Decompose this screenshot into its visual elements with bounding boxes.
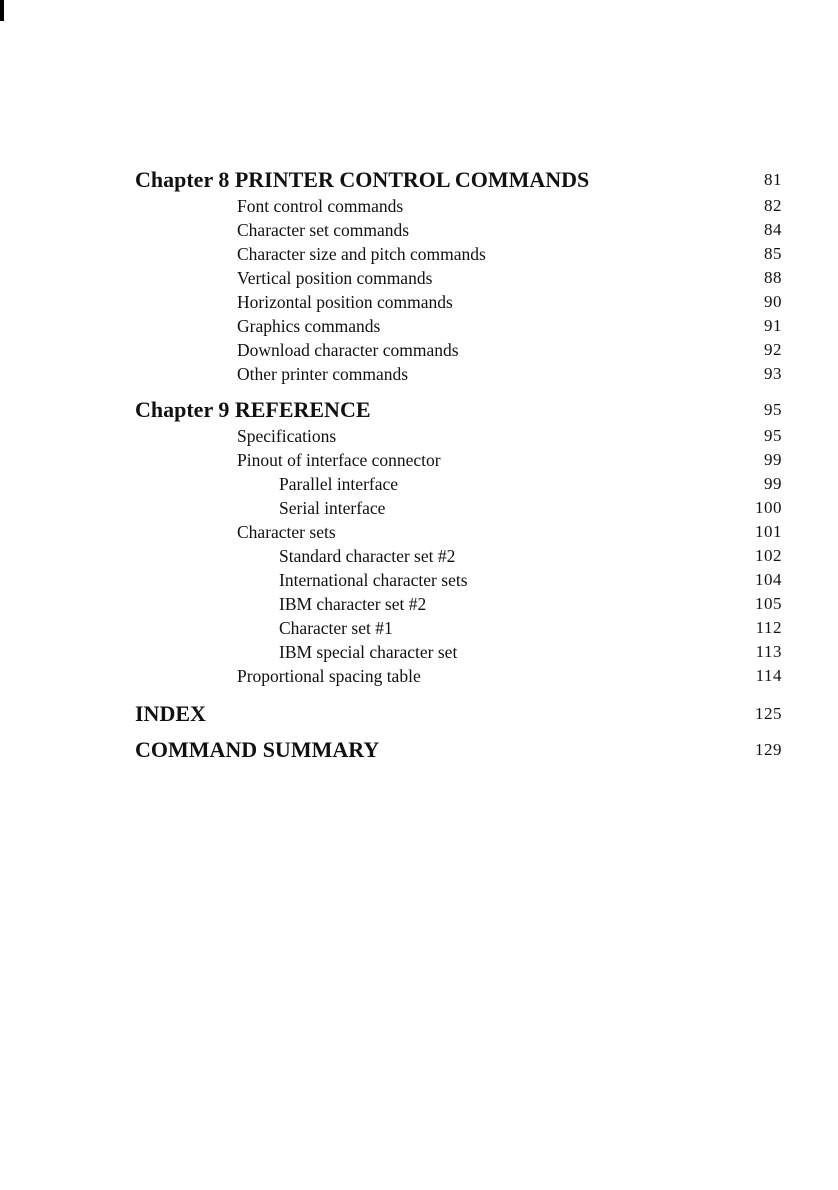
- entry-label: Proportional spacing table: [237, 666, 421, 686]
- entry-label: Character size and pitch commands: [237, 244, 486, 264]
- entry-label: Serial interface: [279, 498, 386, 518]
- toc-entry[interactable]: [0, 665, 838, 689]
- page-number: 104: [755, 570, 782, 589]
- toc-entry[interactable]: [0, 339, 838, 363]
- page-number: 82: [764, 196, 782, 215]
- toc-entry[interactable]: [0, 425, 838, 449]
- page-number: 100: [755, 498, 782, 517]
- toc-subentry[interactable]: [0, 641, 838, 665]
- toc-subentry[interactable]: [0, 617, 838, 641]
- page-number: 129: [755, 740, 782, 759]
- entry-label: Font control commands: [237, 196, 404, 216]
- entry-label: Specifications: [237, 426, 337, 446]
- page-number: 91: [764, 316, 782, 335]
- page-number: 88: [764, 268, 782, 287]
- toc-entry[interactable]: [0, 521, 838, 545]
- page-number: 85: [764, 244, 782, 263]
- page-number: 102: [755, 546, 782, 565]
- entry-label: Standard character set #2: [279, 546, 456, 566]
- page-number: 81: [764, 170, 782, 189]
- entry-label: Download character commands: [237, 340, 459, 360]
- page-number: 95: [764, 400, 782, 419]
- toc-chapter-8-heading[interactable]: [0, 168, 838, 192]
- entry-label: IBM special character set: [279, 642, 458, 662]
- entry-label: Character set #1: [279, 618, 393, 638]
- entry-label: International character sets: [279, 570, 468, 590]
- toc-entry[interactable]: [0, 219, 838, 243]
- page-number: 114: [755, 666, 782, 685]
- toc-entry[interactable]: [0, 291, 838, 315]
- toc-subentry[interactable]: [0, 545, 838, 569]
- page-number: 90: [764, 292, 782, 311]
- page-number: 105: [755, 594, 782, 613]
- page-number: 112: [755, 618, 782, 637]
- toc-entry[interactable]: [0, 315, 838, 339]
- toc-subentry[interactable]: [0, 497, 838, 521]
- chapter-title: Chapter 8 PRINTER CONTROL COMMANDS: [135, 167, 590, 192]
- entry-label: Character sets: [237, 522, 336, 542]
- entry-label: Horizontal position commands: [237, 292, 453, 312]
- entry-label: Vertical position commands: [237, 268, 433, 288]
- page-number: 113: [755, 642, 782, 661]
- chapter-title: Chapter 9 REFERENCE: [135, 397, 371, 422]
- section-title: INDEX: [135, 701, 206, 726]
- toc-entry[interactable]: [0, 267, 838, 291]
- toc-entry[interactable]: [0, 195, 838, 219]
- page-number: 99: [764, 450, 782, 469]
- toc-subentry[interactable]: [0, 593, 838, 617]
- page-number: 125: [755, 704, 782, 723]
- entry-label: IBM character set #2: [279, 594, 427, 614]
- toc-chapter-9-heading[interactable]: [0, 398, 838, 422]
- toc-command-summary-heading[interactable]: [0, 738, 838, 762]
- page-number: 99: [764, 474, 782, 493]
- toc-entry[interactable]: [0, 243, 838, 267]
- section-title: COMMAND SUMMARY: [135, 737, 380, 762]
- page-number: 101: [755, 522, 782, 541]
- toc-index-heading[interactable]: [0, 702, 838, 726]
- entry-label: Character set commands: [237, 220, 410, 240]
- toc-entry[interactable]: [0, 449, 838, 473]
- page-number: 95: [764, 426, 782, 445]
- toc-subentry[interactable]: [0, 569, 838, 593]
- toc-subentry[interactable]: [0, 473, 838, 497]
- entry-label: Parallel interface: [279, 474, 399, 494]
- page-number: 93: [764, 364, 782, 383]
- entry-label: Graphics commands: [237, 316, 381, 336]
- page-number: 84: [764, 220, 782, 239]
- entry-label: Other printer commands: [237, 364, 409, 384]
- page-number: 92: [764, 340, 782, 359]
- entry-label: Pinout of interface connector: [237, 450, 441, 470]
- toc-entry[interactable]: [0, 363, 838, 387]
